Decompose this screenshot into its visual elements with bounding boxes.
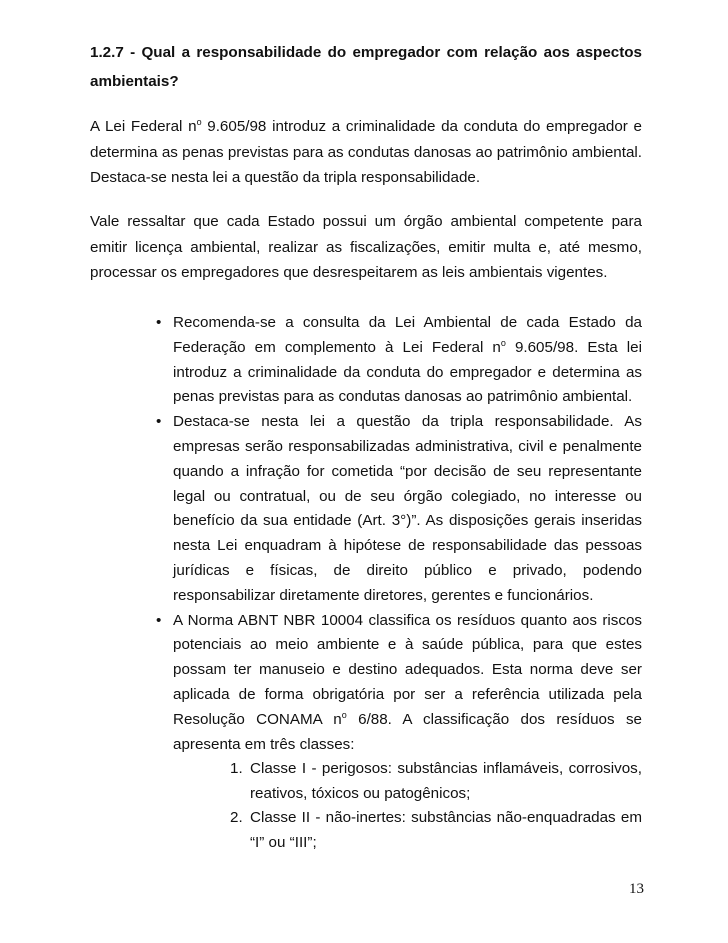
paragraph-lei-federal xyxy=(90,114,642,191)
class-item xyxy=(230,757,642,806)
bullet-list xyxy=(156,311,642,757)
bullet-item xyxy=(156,410,642,608)
bullet-item xyxy=(156,609,642,758)
bullet-item xyxy=(156,311,642,410)
paragraph-orgao-ambiental: Vale ressaltar que cada Estado possui um órgão ambiental competente para emitir licença ambiental, realizar as fiscalizações, emitir multa e, até mesmo, processar os empregadores que desrespeitarem as leis ambientais vigentes. xyxy=(90,213,642,281)
bullet-icon: • xyxy=(156,611,162,629)
section-heading: 1.2.7 - Qual a responsabilidade do empregador com relação aos aspectos ambientais? xyxy=(90,44,642,90)
classes-list xyxy=(230,757,642,855)
superscript-o: o xyxy=(341,709,347,720)
bullet-text: Recomenda-se a consulta da Lei Ambiental de cada Estado da Federação em complemento à Lei Federal n xyxy=(173,314,642,356)
list-number: 2. xyxy=(230,809,243,826)
paragraph-text: 9.605/98 introduz a criminalidade da conduta do empregador e determina as penas previstas para as condutas danosas ao patrimônio ambiental. Destaca-se nesta lei a questão da tripla responsabilidade. xyxy=(90,118,642,186)
bullet-text: Destaca-se nesta lei a questão da tripla responsabilidade. As empresas serão responsabilizadas administrativa, civil e penalmente quando a infração for cometida “por decisão de seu representante legal ou contratual, ou de seu órgão colegiado, no interesse ou benefício da sua entidade (Art. 3°)”. As disposições gerais inseridas nesta Lei enquadram à hipótese de responsabilidade das pessoas jurídicas e físicas, de direito público e privado, podendo responsabilizar diretamente diretores, gerentes e funcionários. xyxy=(173,413,642,604)
class-text: Classe I - perigosos: substâncias inflamáveis, corrosivos, reativos, tóxicos ou patogênicos; xyxy=(250,760,642,802)
bullet-text: A Norma ABNT NBR 10004 classifica os resíduos quanto aos riscos potenciais ao meio ambiente e à saúde pública, para que estes possam ter manuseio e destino adequados. Esta norma deve ser aplicada de forma obrigatória por ser a referência utilizada pela Resolução CONAMA n xyxy=(173,611,642,728)
class-item xyxy=(230,806,642,855)
bullet-text: 9.605/98. Esta lei introduz a criminalidade da conduta do empregador e determina as penas previstas para as condutas danosas ao patrimônio ambiental. xyxy=(173,338,642,406)
paragraph-text: A Lei Federal n xyxy=(90,118,197,135)
bullet-icon: • xyxy=(156,314,162,331)
page-number: 13 xyxy=(629,881,644,897)
bullet-icon: • xyxy=(156,413,162,431)
superscript-o: o xyxy=(196,117,202,127)
list-number: 1. xyxy=(230,760,243,777)
superscript-o: o xyxy=(500,337,506,348)
bullet-text: 6/88. A classificação dos resíduos se apresenta em três classes: xyxy=(173,710,642,753)
class-text: Classe II - não-inertes: substâncias não-enquadradas em “I” ou “III”; xyxy=(250,809,642,851)
